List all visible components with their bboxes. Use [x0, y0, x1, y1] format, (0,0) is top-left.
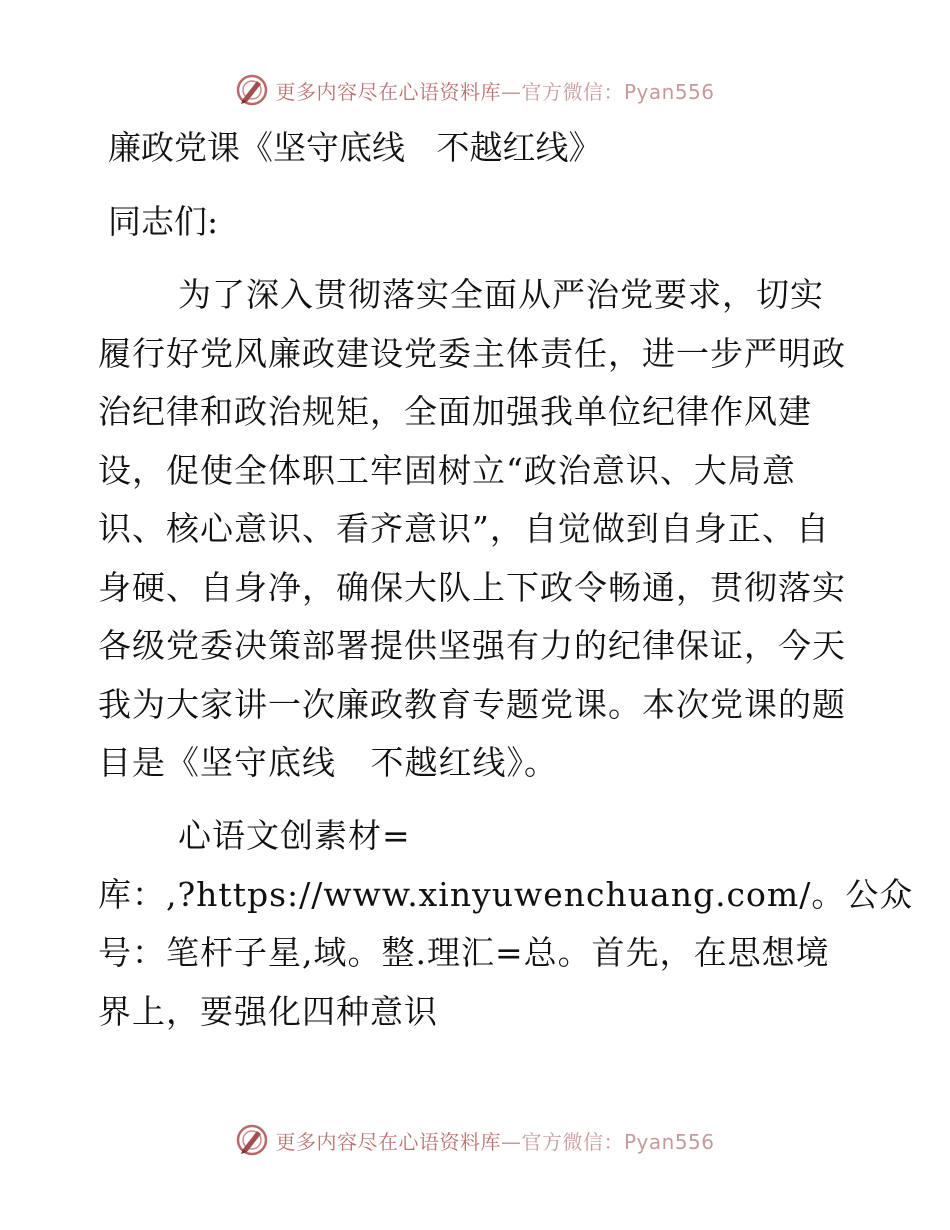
paragraph-line: 识、核心意识、看齐意识”，自觉做到自身正、自 [98, 509, 830, 548]
paragraph-line: 心语文创素材= [178, 816, 411, 855]
salutation: 同志们: [108, 202, 219, 241]
watermark-wechat-id: Pyan556 [623, 79, 715, 104]
watermark-brand-text: 更多内容尽在心语资料库 [275, 1129, 501, 1154]
watermark-wechat-id: Pyan556 [623, 1129, 715, 1154]
footer-watermark [0, 1120, 950, 1160]
paragraph-line: 履行好党风廉政建设党委主体责任，进一步严明政 [98, 333, 846, 373]
watermark-wechat-label: 官方微信： [521, 79, 624, 104]
pen-circle-logo-icon [235, 1123, 269, 1157]
paragraph-line: 治纪律和政治规矩，全面加强我单位纪律作风建 [98, 392, 812, 431]
paragraph-line: 号：笔杆子星,域。整.理汇=总。首先，在思想境 [98, 933, 830, 972]
paragraph-line: 设，促使全体职工牢固树立“政治意识、大局意 [98, 450, 796, 490]
paragraph-line: 界上，要强化四种意识 [98, 991, 438, 1031]
paragraph-intro [98, 266, 858, 793]
paragraph-second [98, 807, 914, 1041]
paragraph-line: 各级党委决策部署提供坚强有力的纪律保证，今天 [98, 626, 846, 665]
paragraph-line: 为了深入贯彻落实全面从严治党要求，切实 [178, 275, 824, 314]
header-watermark [0, 70, 950, 110]
pen-circle-logo-icon [235, 73, 269, 107]
watermark-brand-text: 更多内容尽在心语资料库 [275, 79, 501, 104]
paragraph-line: 目是《坚守底线 不越红线》。 [98, 743, 558, 782]
watermark-separator: — [500, 79, 522, 104]
watermark-separator: — [500, 1129, 522, 1154]
paragraph-line: 库：,?https://www.xinyuwenchuang.com/。公众 [98, 874, 914, 914]
document-title: 廉政党课《坚守底线 不越红线》 [108, 128, 602, 167]
watermark-wechat-label: 官方微信： [521, 1129, 624, 1154]
paragraph-line: 身硬、自身净，确保大队上下政令畅通，贯彻落实 [98, 567, 846, 607]
paragraph-line: 我为大家讲一次廉政教育专题党课。本次党课的题 [98, 684, 846, 724]
